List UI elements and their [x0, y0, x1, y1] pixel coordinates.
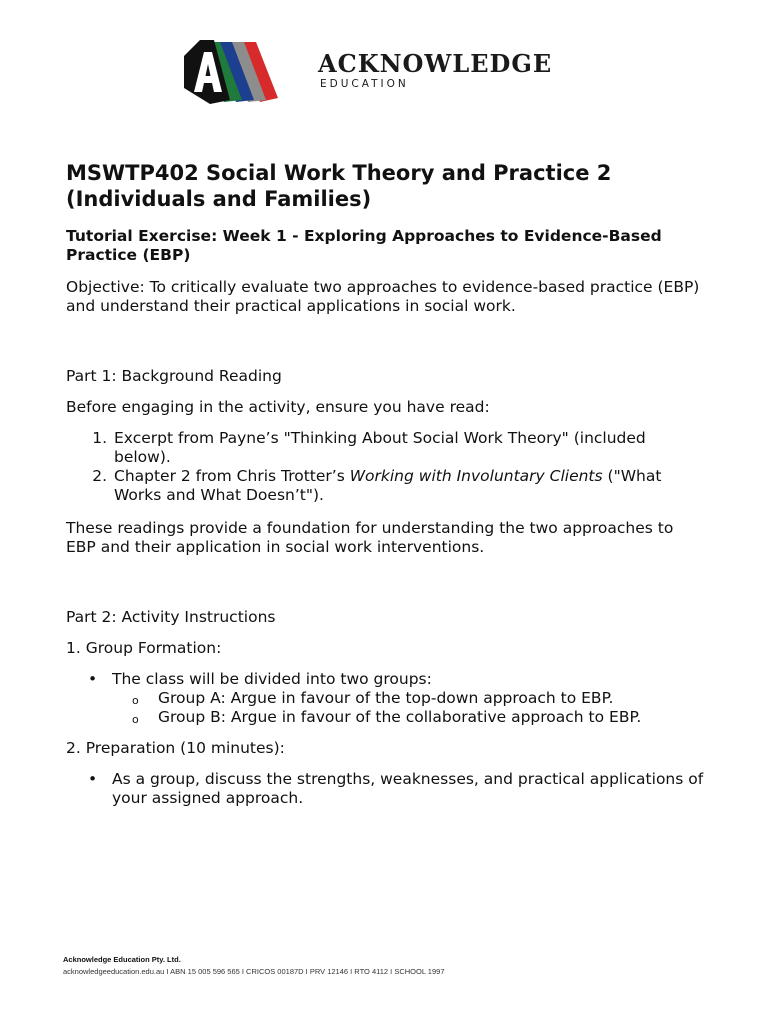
brand-name: ACKNOWLEDGE — [318, 49, 553, 78]
circle-bullet-icon: o — [132, 694, 139, 707]
page-footer — [63, 955, 445, 979]
acknowledge-logo — [180, 38, 600, 108]
tutorial-subtitle: Tutorial Exercise: Week 1 - Exploring Approaches to Evidence-Based Practice (EBP) — [66, 227, 662, 264]
readings-note: These readings provide a foundation for understanding the two approaches to EBP and their application in social work interventions. — [66, 519, 674, 556]
step2-heading: 2. Preparation (10 minutes): — [66, 739, 285, 757]
document-title: MSWTP402 Social Work Theory and Practice 2 (Individuals and Families) — [66, 161, 612, 211]
reading-item-1: 1. Excerpt from Payne’s "Thinking About Social Work Theory" (included below). — [112, 429, 706, 467]
book-title: Working with Involuntary Clients — [349, 467, 603, 485]
step1-heading: 1. Group Formation: — [66, 639, 222, 657]
footer-company: Acknowledge Education Pty. Ltd. — [63, 955, 181, 964]
group-formation-list — [66, 670, 706, 727]
bullet-icon: • — [88, 770, 98, 788]
reading-list — [66, 429, 706, 505]
preparation-list — [66, 770, 706, 808]
reading-item-2: 2. Chapter 2 from Chris Trotter’s Working with Involuntary Clients ("What Works and What Doesn’t"). — [112, 467, 706, 505]
group-list — [112, 689, 706, 727]
group-a-item: o Group A: Argue in favour of the top-down approach to EBP. — [158, 689, 706, 708]
part2-heading: Part 2: Activity Instructions — [66, 608, 276, 626]
brand-subtitle: EDUCATION — [320, 78, 409, 90]
footer-details: acknowledgeeducation.edu.au I ABN 15 005 596 565 I CRICOS 00187D I PRV 12146 I RTO 4112 I SCHOOL 1997 — [63, 967, 445, 976]
list-item: • As a group, discuss the strengths, weaknesses, and practical applications of your assigned approach. — [88, 770, 704, 807]
circle-bullet-icon: o — [132, 713, 139, 726]
part1-intro: Before engaging in the activity, ensure you have read: — [66, 398, 490, 416]
bullet-icon: • — [88, 670, 98, 688]
part1-heading: Part 1: Background Reading — [66, 367, 282, 385]
logo-mark-icon — [180, 38, 310, 108]
group-b-item: o Group B: Argue in favour of the collaborative approach to EBP. — [158, 708, 706, 727]
document-body — [66, 160, 706, 820]
objective-text: Objective: To critically evaluate two approaches to evidence-based practice (EBP) and understand their practical applications in social work. — [66, 278, 700, 315]
list-item: • The class will be divided into two groups: o Group A: Argue in favour of the top-down approach to EBP. o Group B: Argue in favour of the collaborative approach to EBP. — [112, 670, 706, 727]
